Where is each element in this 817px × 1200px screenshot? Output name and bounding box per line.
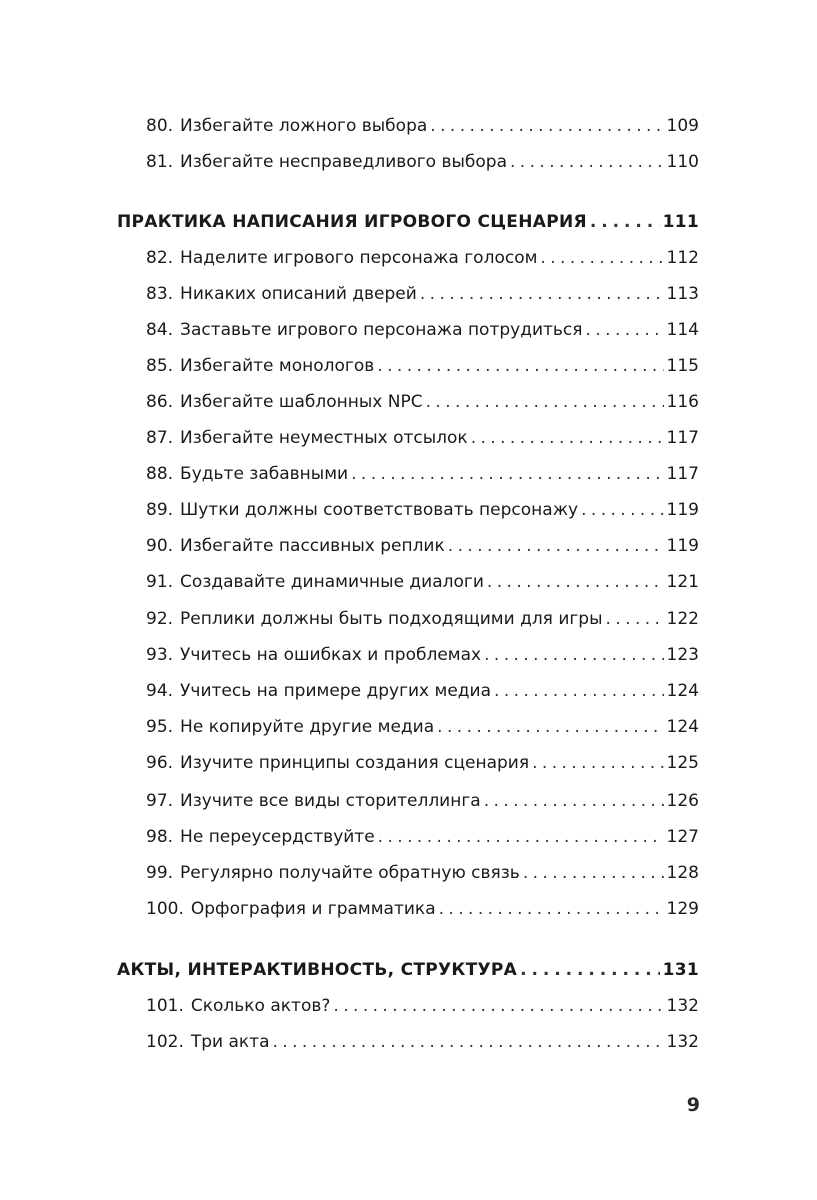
entry-title: Орфография и грамматика <box>190 899 436 919</box>
page-number: 9 <box>686 1094 700 1116</box>
entry-number: 87. <box>146 428 174 448</box>
toc-entry <box>146 863 699 893</box>
entry-title: АКТЫ, ИНТЕРАКТИВНОСТЬ, СТРУКТУРА <box>117 960 518 980</box>
entry-page: 121 <box>666 572 699 592</box>
entry-number: 93. <box>146 645 174 665</box>
dot-leader <box>484 645 663 665</box>
dot-leader <box>586 320 664 340</box>
toc-entry <box>146 428 699 458</box>
entry-title: Учитесь на примере других медиа <box>180 681 492 701</box>
toc-entry <box>146 152 699 182</box>
entry-page: 127 <box>666 827 699 847</box>
toc-section-heading <box>117 212 699 242</box>
entry-number: 81. <box>146 152 174 172</box>
dot-leader <box>532 753 663 773</box>
entry-page: 125 <box>666 753 699 773</box>
entry-number: 102. <box>146 1032 184 1052</box>
entry-page: 111 <box>662 212 699 232</box>
entry-page: 132 <box>666 1032 699 1052</box>
entry-title: Не переусердствуйте <box>180 827 375 847</box>
dot-leader <box>377 356 663 376</box>
dot-leader <box>439 899 664 919</box>
entry-title: Будьте забавными <box>180 464 349 484</box>
entry-title: Создавайте динамичные диалоги <box>180 572 484 592</box>
toc-entry <box>146 536 699 566</box>
entry-number: 82. <box>146 248 174 268</box>
entry-page: 128 <box>666 863 699 883</box>
entry-page: 129 <box>666 899 699 919</box>
toc-entry <box>146 116 699 146</box>
dot-leader <box>426 392 664 412</box>
entry-title: Избегайте шаблонных NPC <box>180 392 423 412</box>
entry-number: 95. <box>146 717 174 737</box>
entry-page: 124 <box>666 717 699 737</box>
toc-entry <box>146 996 699 1026</box>
entry-title: Три акта <box>190 1032 270 1052</box>
toc-entry <box>146 320 699 350</box>
entry-page: 131 <box>662 960 699 980</box>
entry-title: Избегайте неуместных отсылок <box>180 428 468 448</box>
toc-entry <box>146 464 699 494</box>
entry-page: 113 <box>666 284 699 304</box>
dot-leader <box>430 116 663 136</box>
entry-title: ПРАКТИКА НАПИСАНИЯ ИГРОВОГО СЦЕНАРИЯ <box>117 212 587 232</box>
entry-number: 98. <box>146 827 174 847</box>
entry-title: Никаких описаний дверей <box>180 284 417 304</box>
dot-leader <box>606 609 664 629</box>
entry-page: 112 <box>666 248 699 268</box>
entry-number: 91. <box>146 572 174 592</box>
toc-entry <box>146 1032 699 1062</box>
entry-number: 88. <box>146 464 174 484</box>
entry-title: Избегайте пассивных реплик <box>180 536 445 556</box>
entry-title: Регулярно получайте обратную связь <box>180 863 520 883</box>
entry-title: Избегайте ложного выбора <box>180 116 428 136</box>
toc-entry <box>146 572 699 602</box>
entry-number: 97. <box>146 791 174 811</box>
entry-title: Заставьте игрового персонажа потрудиться <box>180 320 583 340</box>
entry-number: 99. <box>146 863 174 883</box>
entry-number: 80. <box>146 116 174 136</box>
entry-number: 85. <box>146 356 174 376</box>
entry-page: 116 <box>666 392 699 412</box>
entry-page: 110 <box>666 152 699 172</box>
entry-number: 92. <box>146 609 174 629</box>
entry-number: 101. <box>146 996 184 1016</box>
dot-leader <box>471 428 664 448</box>
toc-entry <box>146 392 699 422</box>
dot-leader <box>333 996 663 1016</box>
dot-leader <box>378 827 664 847</box>
toc-entry <box>146 284 699 314</box>
entry-title: Избегайте монологов <box>180 356 375 376</box>
entry-number: 94. <box>146 681 174 701</box>
dot-leader <box>494 681 664 701</box>
toc-entry <box>146 717 699 747</box>
entry-title: Наделите игрового персонажа голосом <box>180 248 538 268</box>
entry-title: Шутки должны соответствовать персонажу <box>180 500 579 520</box>
entry-title: Учитесь на ошибках и проблемах <box>180 645 482 665</box>
toc-section-heading <box>117 960 699 990</box>
entry-title: Реплики должны быть подходящими для игры <box>180 609 603 629</box>
dot-leader <box>540 248 663 268</box>
entry-page: 124 <box>666 681 699 701</box>
entry-page: 132 <box>666 996 699 1016</box>
entry-number: 96. <box>146 753 174 773</box>
entry-page: 123 <box>666 645 699 665</box>
toc-entry <box>146 753 699 783</box>
entry-page: 126 <box>666 791 699 811</box>
dot-leader <box>273 1032 664 1052</box>
entry-title: Сколько актов? <box>190 996 331 1016</box>
entry-page: 115 <box>666 356 699 376</box>
dot-leader <box>484 791 664 811</box>
toc-entry <box>146 609 699 639</box>
entry-number: 83. <box>146 284 174 304</box>
entry-number: 100. <box>146 899 184 919</box>
dot-leader <box>510 152 664 172</box>
entry-page: 117 <box>666 464 699 484</box>
entry-page: 122 <box>666 609 699 629</box>
dot-leader <box>351 464 663 484</box>
dot-leader <box>581 500 663 520</box>
toc-entry <box>146 681 699 711</box>
toc-entry <box>146 791 699 821</box>
entry-number: 90. <box>146 536 174 556</box>
entry-page: 119 <box>666 500 699 520</box>
entry-page: 109 <box>666 116 699 136</box>
entry-page: 119 <box>666 536 699 556</box>
dot-leader <box>590 212 660 232</box>
dot-leader <box>448 536 664 556</box>
dot-leader <box>520 960 659 980</box>
entry-number: 86. <box>146 392 174 412</box>
entry-number: 89. <box>146 500 174 520</box>
entry-title: Не копируйте другие медиа <box>180 717 435 737</box>
dot-leader <box>487 572 664 592</box>
entry-number: 84. <box>146 320 174 340</box>
entry-title: Избегайте несправедливого выбора <box>180 152 507 172</box>
dot-leader <box>420 284 664 304</box>
toc-entry <box>146 899 699 929</box>
toc-entry <box>146 500 699 530</box>
entry-page: 114 <box>666 320 699 340</box>
toc-entry <box>146 248 699 278</box>
dot-leader <box>437 717 663 737</box>
toc-entry <box>146 645 699 675</box>
entry-title: Изучите все виды сторителлинга <box>180 791 481 811</box>
toc-entry <box>146 356 699 386</box>
entry-title: Изучите принципы создания сценария <box>180 753 530 773</box>
dot-leader <box>523 863 664 883</box>
toc-entry <box>146 827 699 857</box>
entry-page: 117 <box>666 428 699 448</box>
